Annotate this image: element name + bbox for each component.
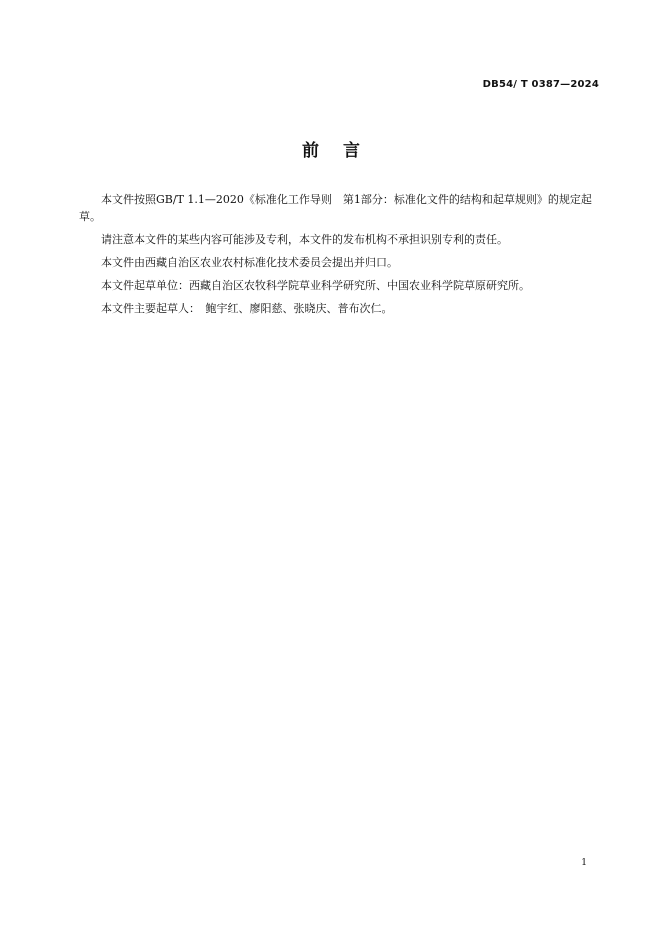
page-number: 1: [581, 858, 587, 868]
paragraph-drafting-rules: 本文件按照GB/T 1.1—2020《标准化工作导则 第1部分：标准化文件的结构和起草规则》的规定起草。: [79, 193, 592, 223]
paragraph-drafting-units: 本文件起草单位：西藏自治区农牧科学院草业科学研究所、中国农业科学院草原研究所。: [101, 279, 530, 292]
page-title: 前言: [302, 141, 384, 161]
paragraph-patent-notice: 请注意本文件的某些内容可能涉及专利，本文件的发布机构不承担识别专利的责任。: [101, 233, 508, 246]
foreword-body: [79, 191, 603, 323]
document-code: DB54/ T 0387—2024: [482, 79, 599, 90]
paragraph-drafters: 本文件主要起草人： 鲍宇红、廖阳慈、张晓庆、普布次仁。: [101, 302, 393, 315]
paragraph-proposer: 本文件由西藏自治区农业农村标准化技术委员会提出并归口。: [101, 256, 398, 269]
